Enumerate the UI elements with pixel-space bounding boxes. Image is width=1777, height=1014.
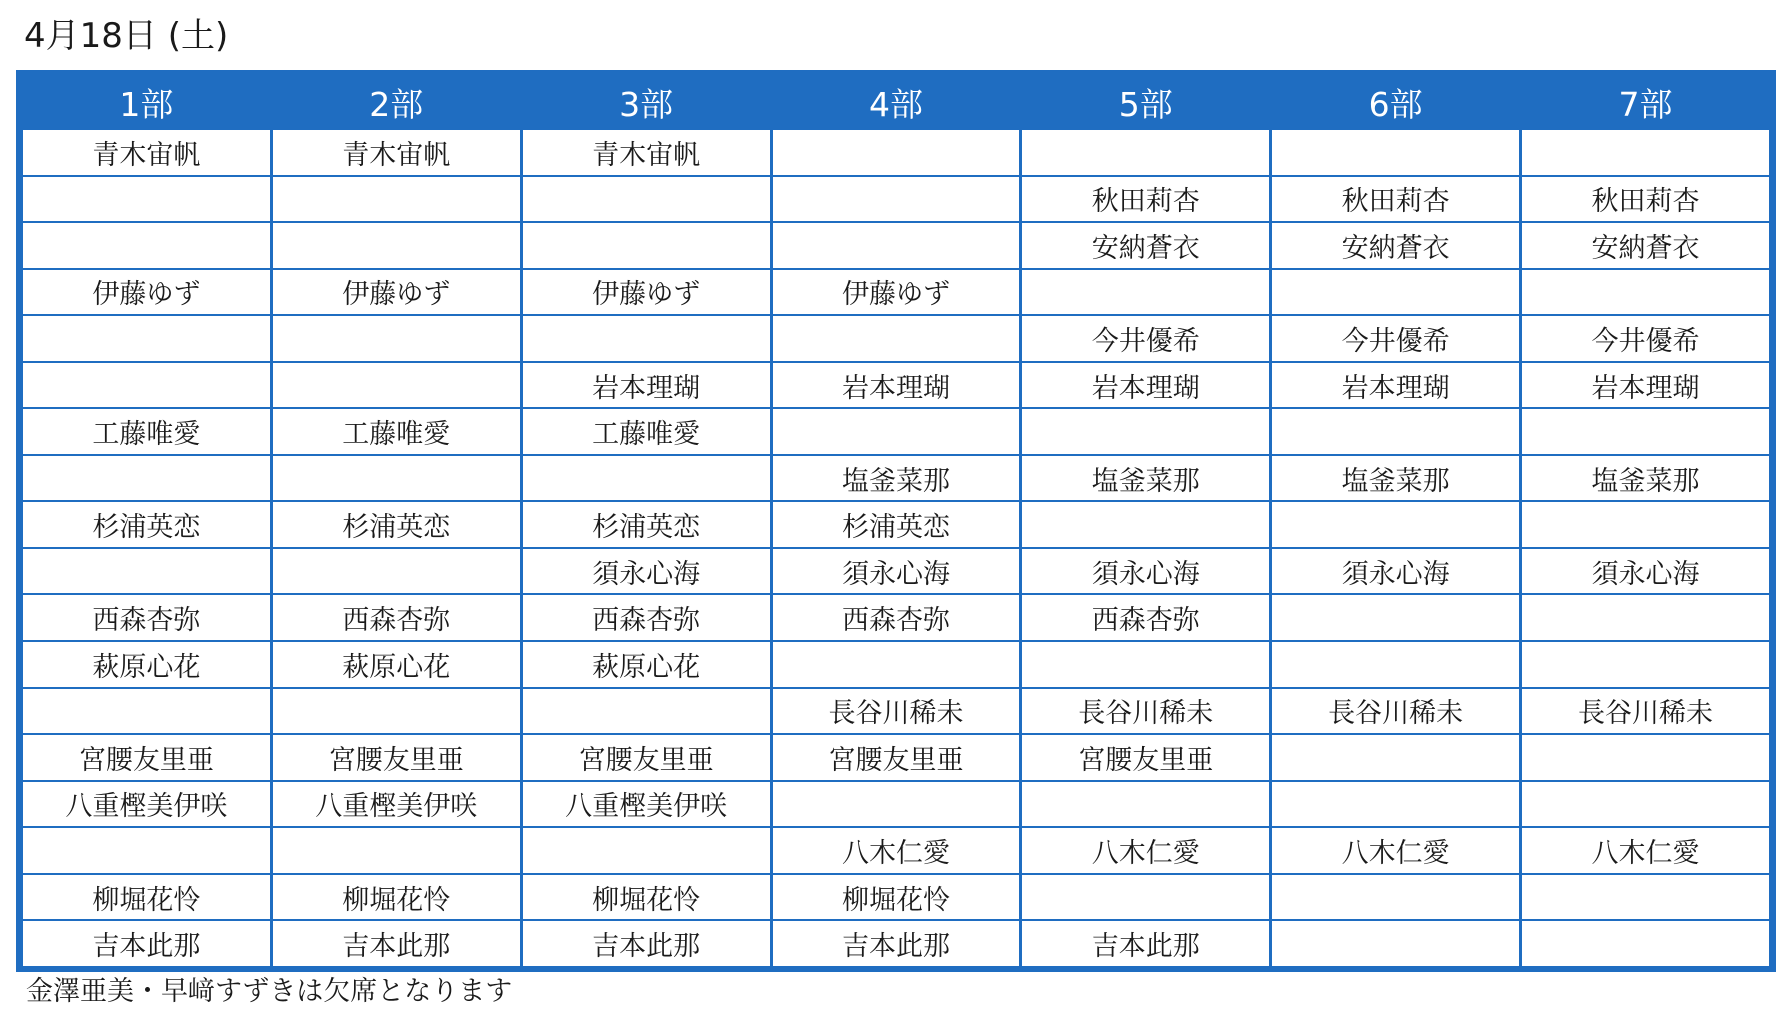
member-cell: 吉本此那 (1022, 921, 1269, 966)
table-row (23, 270, 1769, 315)
member-cell: 吉本此那 (273, 921, 520, 966)
member-cell (1022, 130, 1269, 175)
member-cell: 吉本此那 (23, 921, 270, 966)
member-cell (523, 828, 770, 873)
member-cell: 工藤唯愛 (523, 409, 770, 454)
column-header: 4部 (773, 76, 1020, 128)
column-header: 5部 (1022, 76, 1269, 128)
member-cell (23, 549, 270, 594)
member-cell (1022, 502, 1269, 547)
member-cell: 萩原心花 (23, 642, 270, 687)
member-cell: 吉本此那 (523, 921, 770, 966)
table-row (23, 595, 1769, 640)
member-cell (523, 177, 770, 222)
table-row (23, 223, 1769, 268)
member-cell: 柳堀花怜 (773, 875, 1020, 920)
member-cell (1272, 130, 1519, 175)
member-cell (273, 456, 520, 501)
member-cell: 今井優希 (1272, 316, 1519, 361)
member-cell (23, 689, 270, 734)
member-cell (773, 177, 1020, 222)
member-cell (523, 456, 770, 501)
member-cell: 青木宙帆 (523, 130, 770, 175)
member-cell (1522, 595, 1769, 640)
member-cell (1522, 502, 1769, 547)
member-cell: 伊藤ゆず (23, 270, 270, 315)
schedule-table (16, 70, 1776, 972)
member-cell: 長谷川稀未 (1022, 689, 1269, 734)
member-cell: 宮腰友里亜 (23, 735, 270, 780)
member-cell: 長谷川稀未 (1272, 689, 1519, 734)
member-cell (1522, 130, 1769, 175)
member-cell: 青木宙帆 (273, 130, 520, 175)
member-cell: 伊藤ゆず (523, 270, 770, 315)
member-cell (523, 223, 770, 268)
member-cell: 須永心海 (1022, 549, 1269, 594)
member-cell: 工藤唯愛 (273, 409, 520, 454)
member-cell: 柳堀花怜 (273, 875, 520, 920)
member-cell: 岩本理瑚 (1272, 363, 1519, 408)
table-row (23, 363, 1769, 408)
member-cell: 八重樫美伊咲 (23, 782, 270, 827)
member-cell: 伊藤ゆず (773, 270, 1020, 315)
member-cell: 萩原心花 (523, 642, 770, 687)
member-cell (1522, 782, 1769, 827)
table-row (23, 130, 1769, 175)
table-row (23, 409, 1769, 454)
date-title: 4月18日 (土) (24, 16, 229, 56)
member-cell (1022, 782, 1269, 827)
member-cell (23, 223, 270, 268)
member-cell (1272, 875, 1519, 920)
table-row (23, 502, 1769, 547)
column-header: 3部 (523, 76, 770, 128)
member-cell: 杉浦英恋 (773, 502, 1020, 547)
member-cell (1022, 642, 1269, 687)
member-cell: 八木仁愛 (1022, 828, 1269, 873)
member-cell: 伊藤ゆず (273, 270, 520, 315)
table-row (23, 316, 1769, 361)
member-cell: 杉浦英恋 (23, 502, 270, 547)
member-cell (273, 363, 520, 408)
member-cell (1522, 642, 1769, 687)
member-cell (1272, 595, 1519, 640)
member-cell (1522, 875, 1769, 920)
member-cell: 西森杏弥 (23, 595, 270, 640)
member-cell: 柳堀花怜 (23, 875, 270, 920)
member-cell: 西森杏弥 (1022, 595, 1269, 640)
member-cell: 安納蒼衣 (1522, 223, 1769, 268)
member-cell: 宮腰友里亜 (523, 735, 770, 780)
member-cell (1022, 875, 1269, 920)
member-cell: 八木仁愛 (773, 828, 1020, 873)
member-cell: 杉浦英恋 (523, 502, 770, 547)
member-cell: 西森杏弥 (773, 595, 1020, 640)
column-header: 2部 (273, 76, 520, 128)
table-row (23, 921, 1769, 966)
member-cell (273, 223, 520, 268)
member-cell (273, 549, 520, 594)
member-cell: 須永心海 (523, 549, 770, 594)
table-row (23, 456, 1769, 501)
member-cell (1272, 502, 1519, 547)
member-cell: 杉浦英恋 (273, 502, 520, 547)
member-cell (773, 316, 1020, 361)
member-cell (23, 456, 270, 501)
member-cell: 岩本理瑚 (1022, 363, 1269, 408)
member-cell (1522, 409, 1769, 454)
member-cell (523, 689, 770, 734)
member-cell: 吉本此那 (773, 921, 1020, 966)
member-cell: 八重樫美伊咲 (523, 782, 770, 827)
member-cell: 工藤唯愛 (23, 409, 270, 454)
member-cell (1022, 270, 1269, 315)
member-cell (773, 782, 1020, 827)
member-cell (1522, 921, 1769, 966)
table-row (23, 782, 1769, 827)
member-cell (23, 828, 270, 873)
table-row (23, 875, 1769, 920)
member-cell: 今井優希 (1022, 316, 1269, 361)
member-cell: 秋田莉杏 (1522, 177, 1769, 222)
member-cell: 長谷川稀未 (1522, 689, 1769, 734)
member-cell: 塩釜菜那 (1522, 456, 1769, 501)
member-cell (23, 363, 270, 408)
member-cell: 長谷川稀未 (773, 689, 1020, 734)
member-cell (1272, 270, 1519, 315)
member-cell: 柳堀花怜 (523, 875, 770, 920)
member-cell: 八重樫美伊咲 (273, 782, 520, 827)
column-header: 1部 (23, 76, 270, 128)
member-cell (273, 828, 520, 873)
table-row (23, 689, 1769, 734)
header-row (23, 76, 1769, 128)
member-cell (1272, 409, 1519, 454)
member-cell (1522, 735, 1769, 780)
member-cell: 宮腰友里亜 (1022, 735, 1269, 780)
member-cell (273, 316, 520, 361)
member-cell: 今井優希 (1522, 316, 1769, 361)
member-cell: 西森杏弥 (523, 595, 770, 640)
table-row (23, 177, 1769, 222)
member-cell: 岩本理瑚 (1522, 363, 1769, 408)
member-cell: 秋田莉杏 (1022, 177, 1269, 222)
table-row (23, 642, 1769, 687)
member-cell (273, 689, 520, 734)
member-cell: 岩本理瑚 (773, 363, 1020, 408)
member-cell (1272, 921, 1519, 966)
table-row (23, 549, 1769, 594)
member-cell (23, 177, 270, 222)
member-cell: 須永心海 (1522, 549, 1769, 594)
member-cell (1022, 409, 1269, 454)
member-cell (1272, 642, 1519, 687)
member-cell (773, 130, 1020, 175)
member-cell: 塩釜菜那 (1022, 456, 1269, 501)
member-cell (1272, 782, 1519, 827)
member-cell: 安納蒼衣 (1272, 223, 1519, 268)
table-row (23, 735, 1769, 780)
member-cell: 塩釜菜那 (773, 456, 1020, 501)
member-cell (23, 316, 270, 361)
member-cell: 安納蒼衣 (1022, 223, 1269, 268)
member-cell (773, 223, 1020, 268)
member-cell: 岩本理瑚 (523, 363, 770, 408)
member-cell: 塩釜菜那 (1272, 456, 1519, 501)
table-row (23, 828, 1769, 873)
member-cell: 秋田莉杏 (1272, 177, 1519, 222)
member-cell: 須永心海 (1272, 549, 1519, 594)
column-header: 6部 (1272, 76, 1519, 128)
member-cell: 萩原心花 (273, 642, 520, 687)
member-cell: 宮腰友里亜 (773, 735, 1020, 780)
absence-note: 金澤亜美・早﨑すずきは欠席となります (26, 976, 513, 1007)
member-cell: 青木宙帆 (23, 130, 270, 175)
member-cell (773, 642, 1020, 687)
column-header: 7部 (1522, 76, 1769, 128)
member-cell: 宮腰友里亜 (273, 735, 520, 780)
member-cell: 須永心海 (773, 549, 1020, 594)
member-cell (1522, 270, 1769, 315)
member-cell (1272, 735, 1519, 780)
member-cell: 西森杏弥 (273, 595, 520, 640)
member-cell: 八木仁愛 (1272, 828, 1519, 873)
member-cell: 八木仁愛 (1522, 828, 1769, 873)
member-cell (773, 409, 1020, 454)
member-cell (523, 316, 770, 361)
member-cell (273, 177, 520, 222)
